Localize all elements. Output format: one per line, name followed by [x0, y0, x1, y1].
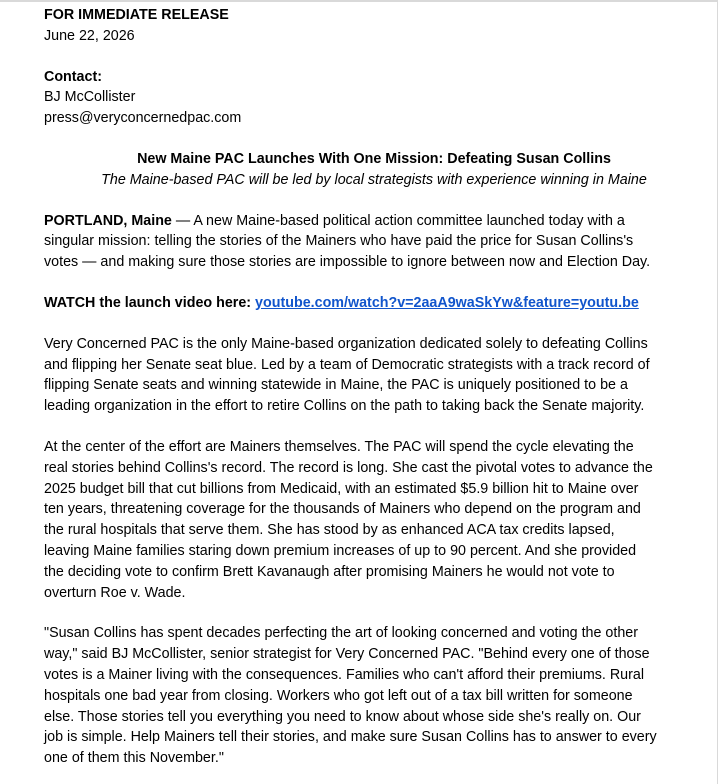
lede-paragraph [44, 211, 704, 273]
body-line: real stories behind Collins's record. The record is long. She cast the pivotal votes to advance the [44, 459, 653, 476]
body-line: the deciding vote to confirm Brett Kavanaugh after promising Mainers he would not vote to [44, 563, 615, 580]
headline-title: New Maine PAC Launches With One Mission: Defeating Susan Collins [137, 150, 611, 167]
body-line: else. Those stories tell you everything you need to know about whose side she's really on. Our [44, 708, 641, 725]
paragraph-mission [44, 334, 704, 417]
paragraph-quote [44, 623, 704, 769]
document-body [44, 5, 704, 769]
body-line: 2025 budget bill that cut billions from Medicaid, with an estimated $5.9 billion hit to Maine over [44, 480, 639, 497]
body-line: and flipping her Senate seat blue. Led by a team of Democratic strategists with a track record of [44, 356, 650, 373]
watch-label: WATCH the launch video here: [44, 294, 256, 311]
body-line: way," said BJ McCollister, senior strategist for Very Concerned PAC. "Behind every one of those [44, 646, 650, 663]
body-line: one of them this November." [44, 750, 224, 767]
top-border [0, 0, 718, 2]
release-date: June 22, 2026 [44, 27, 135, 44]
body-line: ten years, threatening coverage for the thousands of Mainers who depend on the program and [44, 501, 641, 518]
watch-line [44, 293, 704, 314]
contact-label: Contact: [44, 68, 102, 85]
lede-line: singular mission: telling the stories of the Mainers who have paid the price for Susan Collins's [44, 233, 634, 250]
video-link[interactable]: youtube.com/watch?v=2aaA9waSkYw&feature=youtu.be [255, 294, 639, 311]
body-line: the rural hospitals that serve them. She has stood by as enhanced ACA tax credits lapsed, [44, 522, 615, 539]
lede-line: — A new Maine-based political action committee launched today with a [171, 212, 625, 229]
body-line: job is simple. Help Mainers tell their stories, and make sure Susan Collins has to answer to every [44, 729, 657, 746]
body-line: overturn Roe v. Wade. [44, 584, 186, 601]
body-line: leaving Maine families staring down premium increases of up to 90 percent. And she provided [44, 542, 637, 559]
body-line: "Susan Collins has spent decades perfecting the art of looking concerned and voting the other [44, 625, 639, 642]
body-line: hospitals one bad year from closing. Workers who got left out of a tax bill written for someone [44, 687, 633, 704]
release-label: FOR IMMEDIATE RELEASE [44, 7, 229, 23]
dateline: PORTLAND, Maine [44, 212, 172, 229]
body-line: Very Concerned PAC is the only Maine-based organization dedicated solely to defeating Collins [44, 335, 648, 352]
contact-name: BJ McCollister [44, 89, 136, 106]
lede-line: votes — and making sure those stories are impossible to ignore between now and Election Day. [44, 254, 651, 271]
contact-email: press@veryconcernedpac.com [44, 110, 242, 127]
paragraph-record [44, 437, 704, 603]
headline-subtitle: The Maine-based PAC will be led by local strategists with experience winning in Maine [101, 171, 647, 188]
body-line: votes is a Mainer living with the consequences. Families who can't afford their premiums. Rural [44, 666, 645, 683]
body-line: leading organization in the effort to retire Collins on the path to taking back the Senate majority. [44, 398, 645, 415]
body-line: flipping Senate seats and winning statewide in Maine, the PAC is uniquely positioned to be a [44, 377, 628, 394]
body-line: At the center of the effort are Mainers themselves. The PAC will spend the cycle elevating the [44, 438, 634, 455]
